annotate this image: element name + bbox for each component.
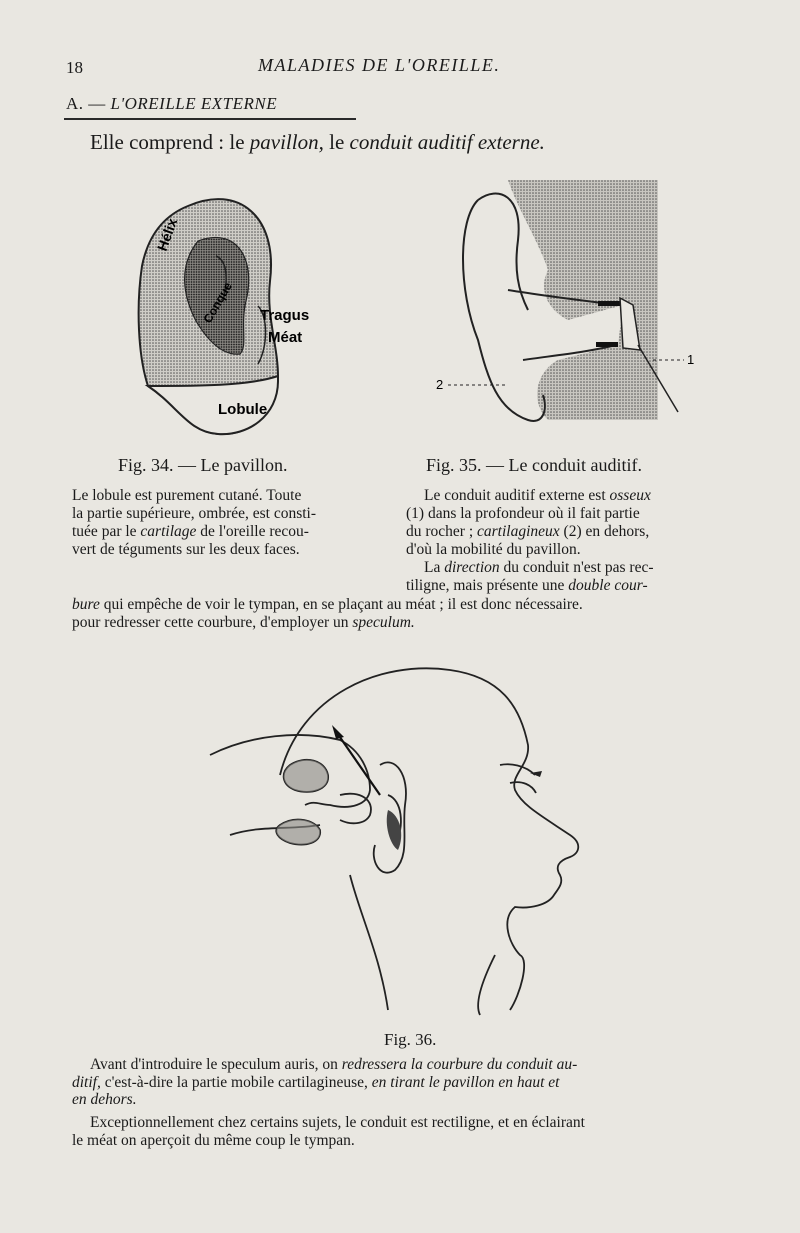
section-underline	[64, 118, 356, 120]
section-title: L'OREILLE EXTERNE	[110, 94, 278, 113]
fig34-line-1: Le lobule est purement cutané. Toute	[72, 487, 302, 504]
full-width-paragraph	[72, 596, 728, 632]
figure-36-paragraph-1	[72, 1056, 736, 1109]
figure-36-caption: Fig. 36.	[384, 1030, 437, 1049]
figure-34-ear-illustration	[128, 186, 308, 446]
fig34-line-3: tuée par le cartilage de l'oreille recou-	[72, 523, 309, 540]
fig36-p1-line-1: Avant d'introduire le speculum auris, on redressera la courbure du conduit au-	[90, 1056, 578, 1073]
fig36-p1-line-2: ditif, c'est-à-dire la partie mobile cartilagineuse, en tirant le pavillon en haut et	[72, 1073, 560, 1091]
running-title: MALADIES DE L'OREILLE.	[258, 55, 501, 75]
label-2: 2	[436, 377, 444, 392]
figure-36-head-illustration	[210, 655, 600, 1015]
section-prefix: A. —	[66, 94, 106, 113]
figure-35-caption: Fig. 35. — Le conduit auditif.	[426, 455, 642, 475]
lead-term-conduit: conduit auditif externe.	[349, 130, 545, 154]
fig34-line-4: vert de téguments sur les deux faces.	[72, 541, 300, 558]
figure-34-caption: Fig. 34. — Le pavillon.	[118, 455, 288, 475]
label-1: 1	[687, 352, 695, 367]
label-conque: Conque	[200, 279, 235, 326]
figure-35-canal-illustration	[436, 180, 698, 440]
section-heading	[66, 94, 277, 114]
page-number: 18	[66, 58, 83, 77]
fig35-line-5: La direction du conduit n'est pas rec-	[424, 559, 654, 576]
fig36-p2-line-2: le méat on aperçoit du même coup le tympan.	[72, 1131, 355, 1149]
lead-text-a: Elle comprend : le	[90, 130, 245, 154]
label-tragus: Tragus	[260, 307, 310, 324]
full-line-1: bure qui empêche de voir le tympan, en se plaçant au méat ; il est donc nécessaire.	[72, 596, 583, 613]
fig35-line-1: Le conduit auditif externe est osseux	[424, 487, 651, 504]
fig34-line-2: la partie supérieure, ombrée, est consti-	[72, 505, 317, 522]
fig36-p2-line-1: Exceptionnellement chez certains sujets, le conduit est rectiligne, et en éclairant	[90, 1114, 585, 1131]
label-helix: Hélix	[153, 216, 181, 254]
fig35-line-2: (1) dans la profondeur où il fait partie	[406, 505, 640, 522]
figure-35-paragraph	[406, 487, 726, 595]
fig35-line-3: du rocher ; cartilagineux (2) en dehors,	[406, 523, 650, 540]
full-line-2: pour redresser cette courbure, d'employer un speculum.	[72, 614, 415, 631]
lead-text-b: le	[329, 130, 345, 154]
figure-36-paragraph-2	[72, 1114, 736, 1149]
fig35-line-6: tiligne, mais présente une double cour-	[406, 577, 648, 594]
figure-34-paragraph	[72, 487, 390, 559]
lead-term-pavillon: pavillon,	[249, 130, 324, 154]
label-lobule: Lobule	[218, 401, 268, 418]
fig36-p1-line-3: en dehors.	[72, 1091, 137, 1108]
fig35-line-4: d'où la mobilité du pavillon.	[406, 541, 581, 558]
label-meat: Méat	[268, 329, 303, 346]
lead-sentence	[90, 130, 545, 155]
